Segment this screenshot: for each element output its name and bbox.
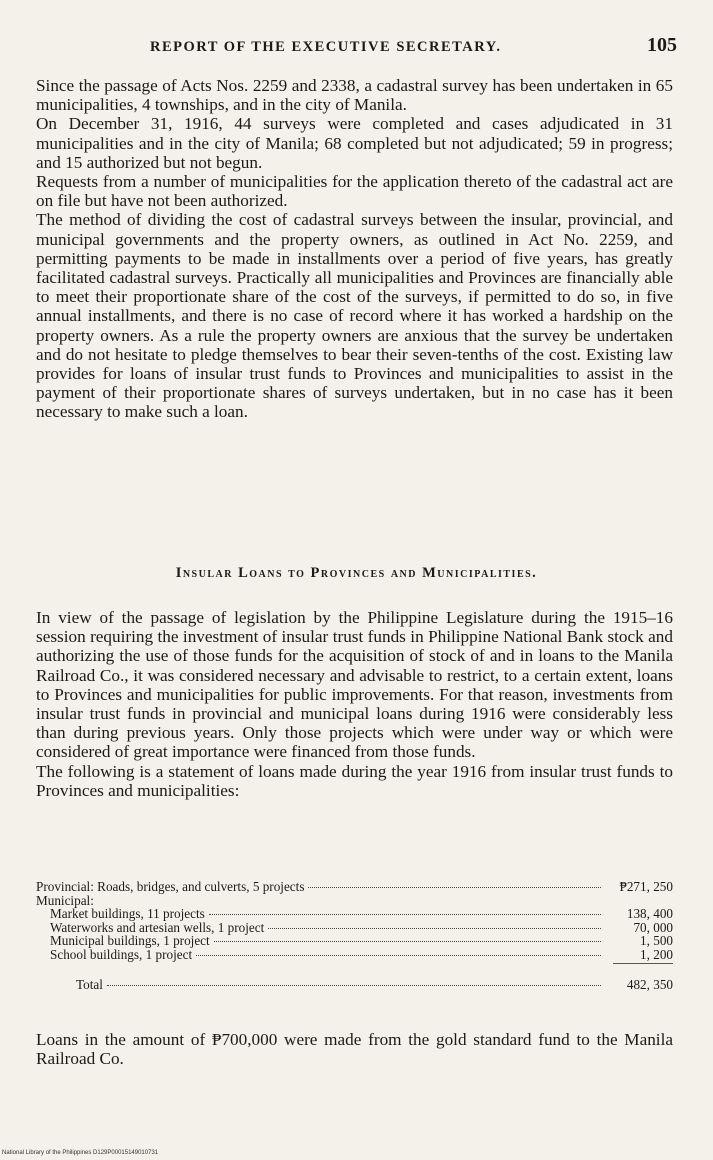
- row-label: Waterworks and artesian wells, 1 project: [50, 919, 265, 935]
- table-row-total: [36, 978, 673, 992]
- row-amount: ₱271, 250: [619, 879, 673, 894]
- body-block-middle: [36, 608, 673, 800]
- loan-statement-table: [36, 880, 673, 992]
- body-block-bottom: [36, 1030, 673, 1068]
- row-label: Market buildings, 11 projects: [50, 906, 205, 921]
- row-label: Provincial: Roads, bridges, and culverts, 5 projects: [36, 879, 305, 894]
- total-rule: [613, 963, 673, 964]
- paragraph: The method of dividing the cost of cadastral surveys between the insular, provincial, and municipal governments and the property owners, as outlined in Act No. 2259, and permitting payments to be made in installments over a period of five years, has greatly facilitated cadastral surveys. Practically all municipalities and Provinces are financially able to meet their proportionate share of the cost of the surveys, if permitted to do so, in five annual installments, and there is no case of record where it has worked a hardship on the property owners. As a rule the property owners are anxious that the survey be undertaken and do not hesitate to pledge themselves to bear their seven-tenths of the cost. Existing law provides for loans of insular trust funds to Provinces and municipalities to assist in the payment of their proportionate shares of surveys undertaken, but in no case has it been necessary to make such a loan.: [36, 210, 673, 422]
- page-header: [150, 34, 677, 57]
- row-amount: 1, 200: [640, 946, 673, 962]
- row-amount: 70, 000: [633, 919, 673, 935]
- paragraph: On December 31, 1916, 44 surveys were completed and cases adjudicated in 31 municipalities and in the city of Manila; 68 completed but not adjudicated; 59 in progress; and 15 authorized but not begun.: [36, 114, 673, 172]
- table-row: [36, 948, 673, 962]
- page-number: 105: [647, 34, 677, 56]
- table-row: [36, 921, 673, 935]
- paragraph: The following is a statement of loans made during the year 1916 from insular trust funds to Provinces and municipalities:: [36, 761, 673, 800]
- row-label: School buildings, 1 project: [50, 946, 193, 962]
- leader-dots: [268, 928, 601, 929]
- running-head: REPORT OF THE EXECUTIVE SECRETARY.: [150, 39, 502, 55]
- total-label: Total: [76, 977, 103, 992]
- table-row: [36, 907, 673, 921]
- leader-dots: [209, 914, 601, 915]
- table-row: [36, 894, 673, 908]
- table-row: [36, 934, 673, 948]
- library-footer-note: National Library of the Philippines D129P00015149010731: [2, 1150, 159, 1156]
- leader-dots: [196, 955, 601, 956]
- row-amount: 1, 500: [640, 933, 673, 948]
- leader-dots: [214, 941, 601, 942]
- paragraph: Since the passage of Acts Nos. 2259 and 2338, a cadastral survey has been undertaken in 65 municipalities, 4 townships, and in the city of Manila.: [36, 76, 673, 115]
- section-heading: Insular Loans to Provinces and Municipalities.: [175, 565, 538, 581]
- row-amount: 138, 400: [626, 906, 673, 921]
- row-label: Municipal:: [36, 892, 94, 908]
- paragraph: Requests from a number of municipalities for the application thereto of the cadastral act are on file but have not been authorized.: [36, 172, 673, 211]
- leader-dots: [107, 985, 601, 986]
- row-label: Municipal buildings, 1 project: [50, 933, 210, 948]
- paragraph: In view of the passage of legislation by the Philippine Legislature during the 1915–16 session requiring the investment of insular trust funds in Philippine National Bank stock and authorizing the use of those funds for the acquisition of stock of and in loans to the Manila Railroad Co., it was considered necessary and advisable to restrict, to a certain extent, loans to Provinces and municipalities for public improvements. For that reason, investments from insular trust funds in provincial and municipal loans during 1916 were considerably less than during previous years. Only those projects which were under way or which were considered of great importance were financed from those funds.: [36, 608, 673, 762]
- paragraph: Loans in the amount of ₱700,000 were made from the gold standard fund to the Manila Railroad Co.: [36, 1030, 673, 1069]
- table-row: [36, 880, 673, 894]
- leader-dots: [308, 887, 601, 888]
- body-block-top: [36, 76, 673, 422]
- total-amount: 482, 350: [626, 977, 673, 992]
